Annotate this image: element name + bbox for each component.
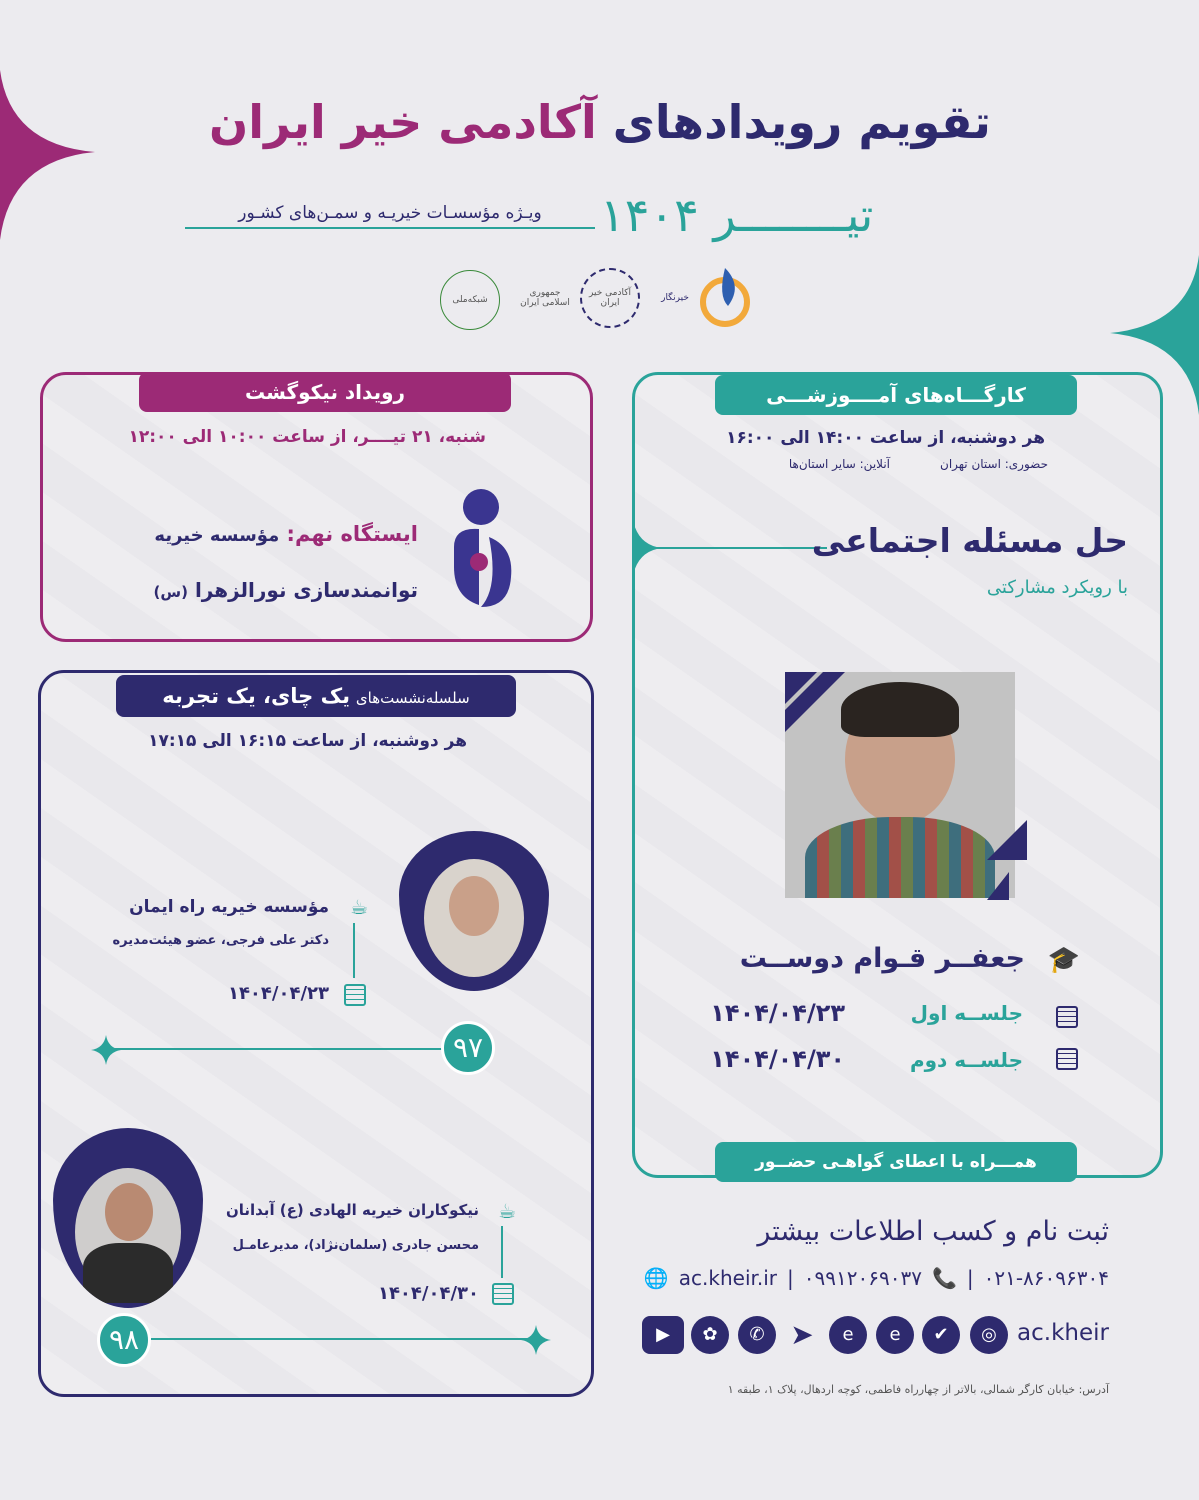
month-label: تیــــــــر ۱۴۰۴: [600, 188, 874, 242]
youtube-icon[interactable]: ▶: [642, 1316, 684, 1354]
nikogasht-tab: رویداد نیکوگشت: [139, 372, 511, 412]
logo-flame-icon: [698, 266, 752, 330]
page-title: [150, 95, 1050, 149]
workshop-inperson: حضوری: استان تهران: [940, 457, 1048, 471]
session1-org: مؤسسه خیریه راه ایمان: [129, 897, 329, 917]
tea-cup-icon: ☕: [350, 895, 368, 919]
workshop-schedule: هر دوشنبه، از ساعت ۱۴:۰۰ الی ۱۶:۰۰: [726, 428, 1045, 448]
graduation-cap-icon: 🎓: [1047, 945, 1080, 975]
logo-kheirnegar: خیرنگار: [661, 293, 689, 303]
instructor-name: جعفــر قـوام دوســت: [739, 943, 1025, 974]
tea-tab-main: یک چای، یک تجربه: [162, 684, 350, 708]
logo-emblem: جمهوری اسلامی ایران: [520, 288, 570, 308]
mobile-phone-icon: 📞: [931, 1266, 957, 1290]
rubika-icon[interactable]: e: [829, 1316, 867, 1354]
timeline-connector: [353, 923, 355, 978]
workshop-online: آنلاین: سایر استان‌ها: [788, 457, 890, 471]
workshop-topic-sub: با رویکرد مشارکتی: [986, 577, 1128, 598]
sparkle-decoration: [632, 515, 662, 581]
tea-schedule: هر دوشنبه، از ساعت ۱۶:۱۵ الی ۱۷:۱۵: [148, 731, 467, 751]
timeline-line: [109, 1048, 454, 1050]
logo-shabake-meli: شبکه‌ملی: [440, 270, 500, 330]
sparkle-decoration-left: [0, 70, 100, 240]
divider: |: [787, 1266, 794, 1290]
station-line1: [154, 522, 418, 546]
noor-alzahra-logo-icon: [449, 487, 519, 617]
globe-icon: 🌐: [643, 1266, 669, 1290]
whatsapp-icon[interactable]: ✆: [738, 1316, 776, 1354]
social-handle[interactable]: ac.kheir: [1017, 1320, 1109, 1346]
calendar-icon: [492, 1283, 514, 1305]
contact-heading: ثبت نام و کسب اطلاعات بیشتر: [757, 1216, 1109, 1247]
session1-number: ۹۷: [441, 1021, 495, 1075]
nikogasht-card: [40, 372, 593, 642]
partner-logos: [440, 262, 760, 342]
station-name: توانمندسازی نورالزهرا: [194, 578, 418, 602]
session1-label: جلســه اول: [910, 1001, 1023, 1025]
session2-org: نیکوکاران خیریه الهادی (ع) آبدانان: [225, 1201, 479, 1219]
sparkle-icon: [91, 1035, 121, 1065]
certificate-tab: همـــراه با اعطای گواهـی حضــور: [715, 1142, 1077, 1182]
station-org: مؤسسه خیریه: [154, 525, 280, 546]
session2-date: ۱۴۰۴/۰۴/۳۰: [710, 1045, 845, 1073]
tea-tab: [116, 675, 516, 717]
tea-sessions-card: [38, 670, 594, 1397]
session1-date: ۱۴۰۴/۰۴/۲۳: [227, 983, 329, 1004]
sparkle-icon: [521, 1325, 551, 1355]
photo-corner-bottom-icon: [987, 820, 1027, 900]
session1-speaker: دکتر علی فرجی، عضو هیئت‌مدیره: [112, 933, 329, 948]
telegram-icon[interactable]: ➤: [790, 1318, 814, 1351]
subtitle: ویـژه مؤسسـات خیریـه و سمـن‌های کشـور: [185, 203, 595, 229]
station-suffix: (س): [153, 583, 188, 601]
session2-number: ۹۸: [97, 1313, 151, 1367]
mobile[interactable]: ۰۹۹۱۲۰۶۹۰۳۷: [803, 1266, 922, 1290]
landline[interactable]: ۰۲۱-۸۶۰۹۶۳۰۴: [983, 1266, 1109, 1290]
tea-cup-icon: ☕: [498, 1199, 516, 1223]
workshop-topic: حل مسئله اجتماعی: [811, 521, 1128, 560]
title-part1: تقویم رویدادهای: [612, 95, 991, 149]
aparat-icon[interactable]: ✿: [691, 1316, 729, 1354]
speaker-photo-ali-faraji: [399, 831, 549, 991]
workshop-tab: کارگـــاه‌های آمــــوزشـــی: [715, 375, 1077, 415]
photo-corner-top-icon: [785, 672, 845, 732]
timeline-connector: [501, 1226, 503, 1278]
website[interactable]: ac.kheir.ir: [678, 1266, 778, 1290]
divider: |: [966, 1266, 974, 1290]
title-part2: آکادمی خیر ایران: [209, 95, 597, 149]
baleh-icon[interactable]: ✔: [922, 1316, 960, 1354]
session2-label: جلســه دوم: [909, 1048, 1023, 1072]
address: آدرس: خیابان کارگر شمالی، بالاتر از چهارراه فاطمی، کوچه اردهال، پلاک ۱، طبقه ۱: [727, 1383, 1109, 1396]
session1-date: ۱۴۰۴/۰۴/۲۳: [710, 999, 845, 1027]
station-line2: [154, 578, 418, 602]
eitaa-icon[interactable]: e: [876, 1316, 914, 1354]
calendar-icon: [344, 984, 366, 1006]
calendar-icon: [1056, 1048, 1078, 1070]
session2-speaker: محسن جادری (سلمان‌نژاد)، مدیرعامـل: [232, 1238, 479, 1253]
contact-row: [644, 1266, 1109, 1290]
tea-tab-prefix: سلسله‌نشست‌های: [355, 689, 470, 707]
logo-academy: آکادمی خیر ایران: [580, 268, 640, 328]
nikogasht-date: شنبه، ۲۱ تیــــر، از ساعت ۱۰:۰۰ الی ۱۲:۰۰: [128, 427, 486, 447]
timeline-line: [151, 1338, 531, 1340]
calendar-icon: [1056, 1006, 1078, 1028]
station-label: ایستگاه نهم:: [286, 522, 418, 546]
workshop-card: [632, 372, 1163, 1178]
instagram-icon[interactable]: ◎: [970, 1316, 1008, 1354]
speaker-photo-mohsen-jaderi: [53, 1128, 203, 1308]
session2-date: ۱۴۰۴/۰۴/۳۰: [377, 1283, 479, 1304]
